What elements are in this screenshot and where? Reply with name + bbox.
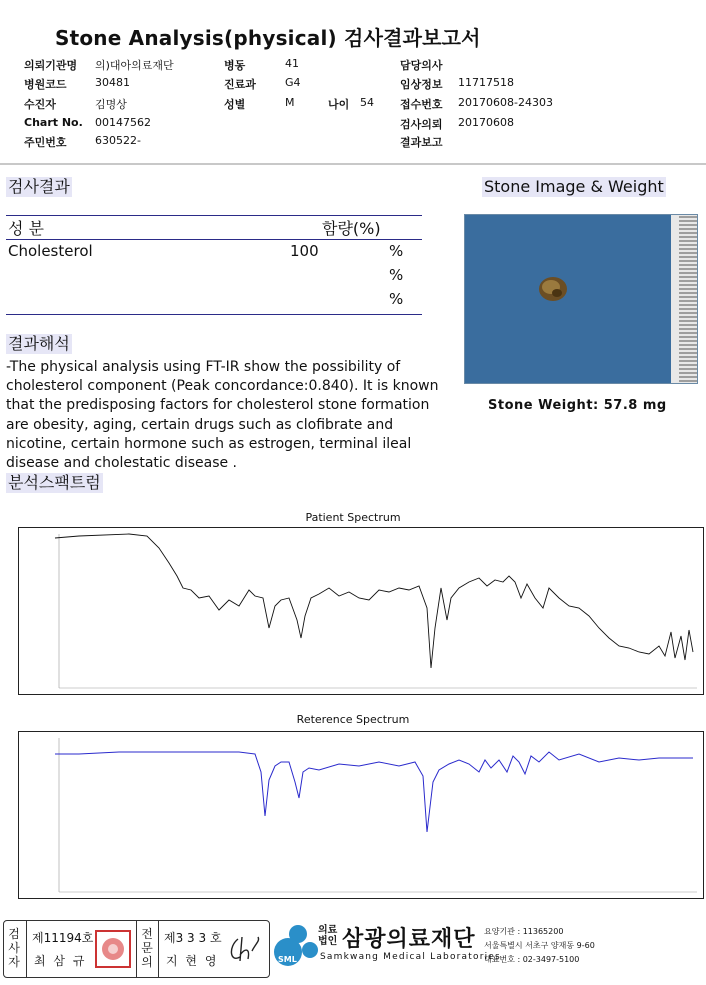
interpretation-title: 결과해석: [8, 334, 70, 353]
info-value: 20170608: [458, 116, 514, 129]
info-value: 11717518: [458, 76, 514, 89]
result-unit: %: [389, 242, 404, 260]
info-value: 20170608-24303: [458, 96, 553, 109]
org-address: 서울특별시 서초구 양재동 9-60: [484, 941, 595, 950]
info-label: 주민번호: [24, 136, 67, 149]
info-value: 54: [360, 96, 374, 109]
info-label: 병동: [224, 59, 246, 72]
info-value: G4: [285, 76, 301, 89]
info-value: 의)대아의료재단: [95, 59, 174, 72]
info-label: 나이: [328, 98, 350, 111]
patient-spectrum-line: [55, 534, 693, 668]
spectrum-section-title: 분석스팩트럼: [8, 473, 101, 492]
org-code: 요양기관 : 11365200: [484, 927, 564, 936]
info-value: 00147562: [95, 116, 151, 129]
doctor-license: 제3 3 3 호: [164, 931, 222, 945]
info-label: 결과보고: [400, 136, 443, 149]
info-label: 검사의뢰: [400, 118, 443, 131]
results-section-title: 검사결과: [8, 177, 70, 196]
seal-icon: [94, 929, 132, 973]
reviewer-name: 최 삼 규: [34, 954, 87, 968]
info-label: 임상정보: [400, 78, 443, 91]
org-phone: 대표번호 : 02-3497-5100: [484, 955, 580, 964]
result-unit: %: [389, 290, 404, 308]
org-english-name: Samkwang Medical Laboratories: [320, 952, 501, 962]
doctor-name: 지 현 영: [166, 954, 219, 968]
col-amount: 함량(%): [322, 219, 381, 238]
stone-section-title: Stone Image & Weight: [484, 177, 664, 196]
info-value: 김명상: [95, 98, 127, 111]
report-title: Stone Analysis(physical) 검사결과보고서: [55, 26, 481, 50]
stone-image: [464, 214, 698, 384]
info-value: 630522-: [95, 134, 141, 147]
info-label: 성별: [224, 98, 246, 111]
info-label: 수진자: [24, 98, 56, 111]
info-label: Chart No.: [24, 116, 83, 129]
divider: [0, 163, 706, 165]
org-name: 삼광의료재단: [342, 927, 476, 952]
signature-box: [3, 920, 270, 978]
interpretation-text: -The physical analysis using FT-IR show the possibility of cholesterol component (Peak concordance:0.840). It is known that the predisposing factors for cholesterol stone formation are obesity, aging, certain drugs such as clofibrate and nicotine, certain hormone such as estrogen, terminal ileal disease and cholestatic disease .: [6, 359, 439, 472]
table-header-line: [6, 239, 422, 240]
patient-spectrum-title: Patient Spectrum: [305, 511, 401, 524]
col-component: 성 분: [8, 219, 44, 238]
patient-spectrum-chart: [18, 527, 704, 695]
svg-text:SML: SML: [278, 955, 297, 964]
info-value: 30481: [95, 76, 130, 89]
signature-icon: [226, 933, 264, 971]
doctor-label: 전 문 의: [141, 927, 153, 969]
result-amount: 100: [290, 242, 319, 260]
info-value: 41: [285, 57, 299, 70]
reference-spectrum-line: [55, 752, 693, 832]
info-label: 담당의사: [400, 59, 443, 72]
reviewer-label: 검 사 자: [8, 927, 20, 969]
info-label: 접수번호: [400, 98, 443, 111]
org-type: 의료법인: [318, 925, 338, 947]
info-label: 병원코드: [24, 78, 67, 91]
table-bottom-line: [6, 314, 422, 315]
info-value: M: [285, 96, 295, 109]
reviewer-license: 제11194호: [32, 931, 94, 945]
stone-weight: Stone Weight: 57.8 mg: [488, 398, 667, 413]
result-name: Cholesterol: [8, 242, 93, 260]
info-label: 의뢰기관명: [24, 59, 78, 72]
info-label: 진료과: [224, 78, 256, 91]
reference-spectrum-chart: [18, 731, 704, 899]
reference-spectrum-title: Reterence Spectrum: [296, 713, 410, 726]
result-unit: %: [389, 266, 404, 284]
